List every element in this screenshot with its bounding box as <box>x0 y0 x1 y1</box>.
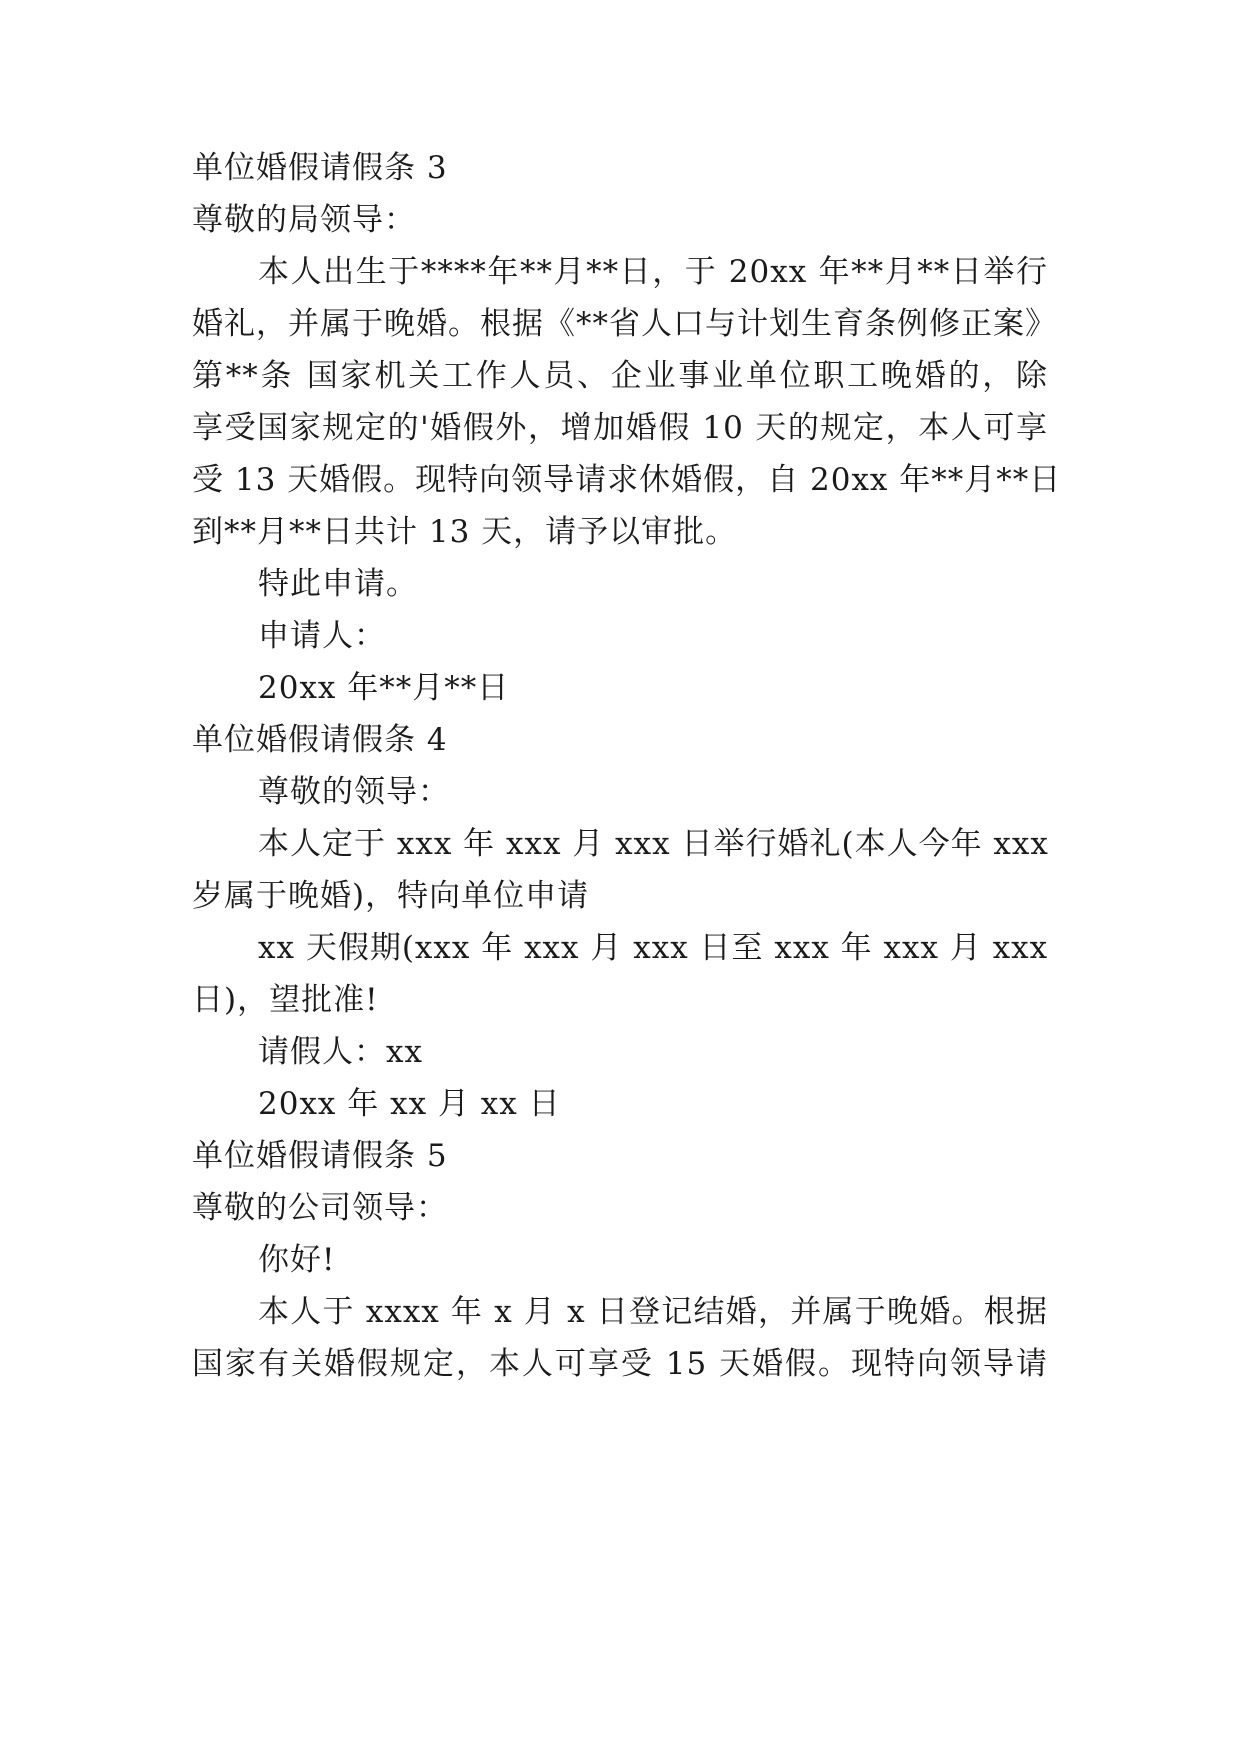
body-line: 婚礼，并属于晚婚。根据《**省人口与计划生育条例修正案》 <box>192 306 1057 342</box>
body-line: 受 13 天婚假。现特向领导请求休婚假，自 20xx 年**月**日 <box>192 462 1062 498</box>
applicant-label: 申请人： <box>258 618 386 654</box>
section-title-5: 单位婚假请假条 5 <box>192 1138 448 1174</box>
salutation: 尊敬的领导： <box>258 774 450 810</box>
date-line: 20xx 年 xx 月 xx 日 <box>258 1086 561 1122</box>
body-line: 享受国家规定的'婚假外，增加婚假 10 天的规定，本人可享 <box>192 410 1048 446</box>
salutation: 尊敬的公司领导： <box>192 1190 448 1226</box>
body-line: 第**条 国家机关工作人员、企业事业单位职工晚婚的，除 <box>192 358 1048 394</box>
applicant-label: 请假人：xx <box>258 1034 423 1070</box>
body-line: 本人于 xxxx 年 x 月 x 日登记结婚，并属于晚婚。根据 <box>258 1294 1048 1330</box>
body-line: 本人定于 xxx 年 xxx 月 xxx 日举行婚礼(本人今年 xxx <box>258 826 1049 862</box>
body-line: 岁属于晚婚)，特向单位申请 <box>192 878 590 914</box>
salutation: 尊敬的局领导： <box>192 202 416 238</box>
section-title-3: 单位婚假请假条 3 <box>192 150 448 186</box>
body-line: 国家有关婚假规定，本人可享受 15 天婚假。现特向领导请 <box>192 1346 1048 1382</box>
body-line: xx 天假期(xxx 年 xxx 月 xxx 日至 xxx 年 xxx 月 xxx <box>258 930 1049 966</box>
body-line: 本人出生于****年**月**日，于 20xx 年**月**日举行 <box>258 254 1048 290</box>
body-line: 日)，望批准! <box>192 982 379 1018</box>
date-line: 20xx 年**月**日 <box>258 670 510 706</box>
body-line: 到**月**日共计 13 天，请予以审批。 <box>192 514 738 550</box>
greeting: 你好! <box>258 1242 336 1278</box>
section-title-4: 单位婚假请假条 4 <box>192 722 448 758</box>
closing-line: 特此申请。 <box>258 566 418 602</box>
